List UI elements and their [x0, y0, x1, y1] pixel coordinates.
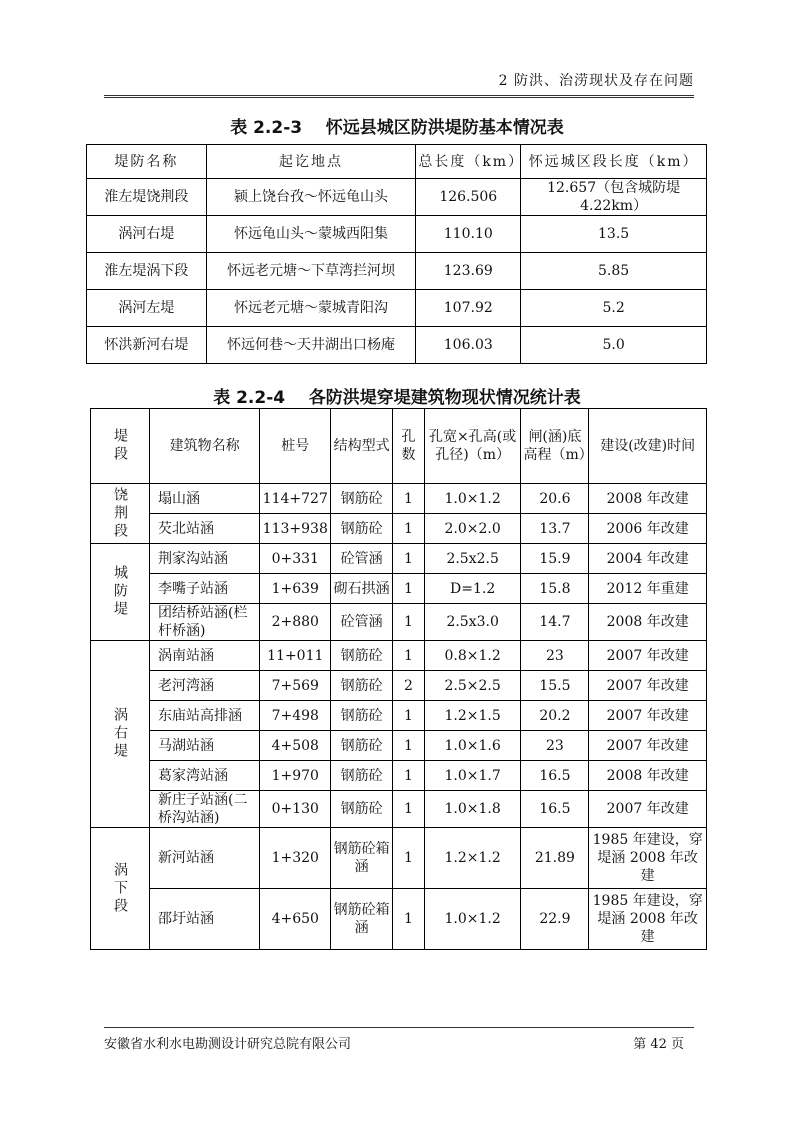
table1-header-cell: 怀远城区段长度（km） — [521, 145, 707, 179]
table-cell: 李嘴子站涵 — [150, 574, 260, 604]
table-cell: 106.03 — [416, 327, 521, 364]
table-row — [91, 544, 707, 574]
table-cell: 0+331 — [260, 544, 331, 574]
table-cell: 砼管涵 — [331, 544, 393, 574]
header-rule — [104, 95, 694, 98]
table-cell: 钢筋砼 — [331, 641, 393, 671]
table2-header-cell: 结构型式 — [331, 409, 393, 484]
table-cell: 0.8×1.2 — [424, 641, 521, 671]
table-cell: 1 — [393, 641, 425, 671]
table-cell: 16.5 — [521, 761, 589, 791]
table-row — [91, 761, 707, 791]
table2-header-cell: 建设(改建)时间 — [589, 409, 707, 484]
table-cell: 1.0×1.8 — [424, 791, 521, 828]
table-cell: 邵圩站涵 — [150, 889, 260, 950]
table2-title-text: 各防洪堤穿堤建筑物现状情况统计表 — [308, 388, 581, 408]
table-cell: 涡河右堤 — [87, 216, 207, 253]
table-row — [91, 671, 707, 701]
table2-header-cell: 闸(涵)底高程（m） — [521, 409, 589, 484]
table-row — [87, 216, 707, 253]
table-cell: 1985 年建设，穿堤涵 2008 年改建 — [589, 889, 707, 950]
table-cell: 16.5 — [521, 791, 589, 828]
table-cell: 126.506 — [416, 179, 521, 216]
table-cell: 1 — [393, 484, 425, 514]
table-cell: 1+970 — [260, 761, 331, 791]
table-cell: 怀远老元塘～蒙城青阳沟 — [206, 290, 416, 327]
segment-cell: 饶荆段 — [91, 484, 150, 544]
table-cell: 2008 年改建 — [589, 484, 707, 514]
table-cell: 1.0×1.7 — [424, 761, 521, 791]
table-cell: 新河站涵 — [150, 828, 260, 889]
table-cell: 团结桥站涵(栏杆桥涵) — [150, 604, 260, 641]
table-cell: 123.69 — [416, 253, 521, 290]
table-cell: 钢筋砼 — [331, 791, 393, 828]
table-cell: 20.2 — [521, 701, 589, 731]
table-cell: 涡南站涵 — [150, 641, 260, 671]
table-cell: 110.10 — [416, 216, 521, 253]
table-cell: 7+498 — [260, 701, 331, 731]
table-cell: 淮左堤涡下段 — [87, 253, 207, 290]
table-cell: 老河湾涵 — [150, 671, 260, 701]
table-cell: 怀远老元塘～下草湾拦河坝 — [206, 253, 416, 290]
table-row — [87, 327, 707, 364]
table-cell: 21.89 — [521, 828, 589, 889]
table-cell: 2008 年改建 — [589, 604, 707, 641]
table-cell: 2008 年改建 — [589, 761, 707, 791]
segment-cell: 涡右堤 — [91, 641, 150, 828]
table-cell: 2007 年改建 — [589, 701, 707, 731]
table-cell: 2007 年改建 — [589, 791, 707, 828]
table-cell: 1 — [393, 791, 425, 828]
table-cell: 4+508 — [260, 731, 331, 761]
table-cell: 7+569 — [260, 671, 331, 701]
table-row — [87, 179, 707, 216]
footer-rule — [104, 1027, 694, 1028]
table-cell: 塌山涵 — [150, 484, 260, 514]
table-cell: 涡河左堤 — [87, 290, 207, 327]
table-cell: 2+880 — [260, 604, 331, 641]
table-cell: 2012 年重建 — [589, 574, 707, 604]
table-cell: 1 — [393, 514, 425, 544]
table-cell: 13.7 — [521, 514, 589, 544]
table2-body — [91, 484, 707, 950]
table-row — [91, 604, 707, 641]
table-cell: 1+320 — [260, 828, 331, 889]
table-cell: 2007 年改建 — [589, 671, 707, 701]
table-cell: 20.6 — [521, 484, 589, 514]
segment-cell: 城防堤 — [91, 544, 150, 641]
table-cell: 2007 年改建 — [589, 641, 707, 671]
table-cell: 砌石拱涵 — [331, 574, 393, 604]
dike-basic-table — [86, 144, 707, 364]
table-cell: 葛家湾站涵 — [150, 761, 260, 791]
segment-cell: 涡下段 — [91, 828, 150, 950]
table-cell: 15.8 — [521, 574, 589, 604]
table-cell: 5.0 — [521, 327, 707, 364]
table-row — [91, 484, 707, 514]
table-cell: 1 — [393, 889, 425, 950]
table-row — [91, 791, 707, 828]
table1-title-number: 表 2.2-3 — [230, 118, 303, 138]
table2-header-cell: 孔数 — [393, 409, 425, 484]
table-cell: 钢筋砼 — [331, 671, 393, 701]
table-cell: 1.0×1.6 — [424, 731, 521, 761]
table-cell: 2.0×2.0 — [424, 514, 521, 544]
table1-title-text: 怀远县城区防洪堤防基本情况表 — [325, 118, 564, 138]
table-cell: 1 — [393, 731, 425, 761]
table1-header-row — [87, 145, 707, 179]
table-cell: 新庄子站涵(二桥沟站涵) — [150, 791, 260, 828]
table-cell: 马湖站涵 — [150, 731, 260, 761]
table-cell: 淮左堤饶荆段 — [87, 179, 207, 216]
table2-header-cell: 孔宽×孔高(或孔径)（m） — [424, 409, 521, 484]
table-cell: 2.5×2.5 — [424, 671, 521, 701]
table-cell: 4+650 — [260, 889, 331, 950]
table-cell: 钢筋砼 — [331, 484, 393, 514]
table-cell: 芡北站涵 — [150, 514, 260, 544]
table-row — [91, 828, 707, 889]
table-cell: 1+639 — [260, 574, 331, 604]
table-cell: 怀远龟山头～蒙城西阳集 — [206, 216, 416, 253]
table2-title — [0, 383, 794, 408]
table2-header-cell: 堤段 — [91, 409, 150, 484]
table-cell: 1.0×1.2 — [424, 484, 521, 514]
table-cell: 23 — [521, 731, 589, 761]
table-cell: 5.85 — [521, 253, 707, 290]
table-cell: 0+130 — [260, 791, 331, 828]
table-row — [91, 514, 707, 544]
table-cell: 怀洪新河右堤 — [87, 327, 207, 364]
table-cell: 钢筋砼 — [331, 731, 393, 761]
table1-header-cell: 起讫地点 — [206, 145, 416, 179]
table-cell: 东庙站高排涵 — [150, 701, 260, 731]
table-cell: 11+011 — [260, 641, 331, 671]
table-cell: 1985 年建设，穿堤涵 2008 年改建 — [589, 828, 707, 889]
table-cell: 23 — [521, 641, 589, 671]
table-cell: 1 — [393, 701, 425, 731]
table-cell: 2006 年改建 — [589, 514, 707, 544]
table-cell: 113+938 — [260, 514, 331, 544]
table-cell: 1 — [393, 544, 425, 574]
table1-title — [0, 113, 794, 138]
table-cell: 5.2 — [521, 290, 707, 327]
table-cell: 12.657（包含城防堤4.22km） — [521, 179, 707, 216]
table-row — [91, 701, 707, 731]
table-row — [91, 641, 707, 671]
table2-header-cell: 桩号 — [260, 409, 331, 484]
table-cell: 1 — [393, 604, 425, 641]
table-cell: 15.9 — [521, 544, 589, 574]
table-cell: 怀远何巷～天井湖出口杨庵 — [206, 327, 416, 364]
chapter-header: 2 防洪、治涝现状及存在问题 — [498, 73, 694, 89]
table-cell: 钢筋砼箱涵 — [331, 828, 393, 889]
table-row — [91, 731, 707, 761]
table-cell: 2004 年改建 — [589, 544, 707, 574]
table1-header-cell: 总长度（km） — [416, 145, 521, 179]
table-cell: 1.2×1.5 — [424, 701, 521, 731]
table-cell: 钢筋砼 — [331, 701, 393, 731]
table-cell: 2.5x3.0 — [424, 604, 521, 641]
table-cell: 荆家沟站涵 — [150, 544, 260, 574]
table-cell: 2.5x2.5 — [424, 544, 521, 574]
page-number: 第 42 页 — [633, 1037, 684, 1052]
table-row — [87, 290, 707, 327]
table-cell: 1 — [393, 574, 425, 604]
table-cell: 钢筋砼箱涵 — [331, 889, 393, 950]
table-row — [87, 253, 707, 290]
table-cell: 13.5 — [521, 216, 707, 253]
table-cell: 114+727 — [260, 484, 331, 514]
table-cell: 1 — [393, 828, 425, 889]
table2-header-cell: 建筑物名称 — [150, 409, 260, 484]
footer-organization: 安徽省水利水电勘测设计研究总院有限公司 — [104, 1037, 352, 1052]
table-cell: 砼管涵 — [331, 604, 393, 641]
table-cell: 22.9 — [521, 889, 589, 950]
table1-header-cell: 堤防名称 — [87, 145, 207, 179]
table2-header-row — [91, 409, 707, 484]
table-cell: 2 — [393, 671, 425, 701]
structures-table — [90, 408, 707, 950]
table-cell: 1 — [393, 761, 425, 791]
table1-body — [87, 179, 707, 364]
table-cell: 1.0×1.2 — [424, 889, 521, 950]
table-cell: 107.92 — [416, 290, 521, 327]
table-cell: D=1.2 — [424, 574, 521, 604]
table-cell: 钢筋砼 — [331, 514, 393, 544]
table2-title-number: 表 2.2-4 — [213, 388, 286, 408]
table-cell: 颍上饶台孜～怀远龟山头 — [206, 179, 416, 216]
table-row — [91, 889, 707, 950]
table-cell: 14.7 — [521, 604, 589, 641]
table-cell: 2007 年改建 — [589, 731, 707, 761]
table-cell: 15.5 — [521, 671, 589, 701]
table-row — [91, 574, 707, 604]
table-cell: 1.2×1.2 — [424, 828, 521, 889]
table-cell: 钢筋砼 — [331, 761, 393, 791]
